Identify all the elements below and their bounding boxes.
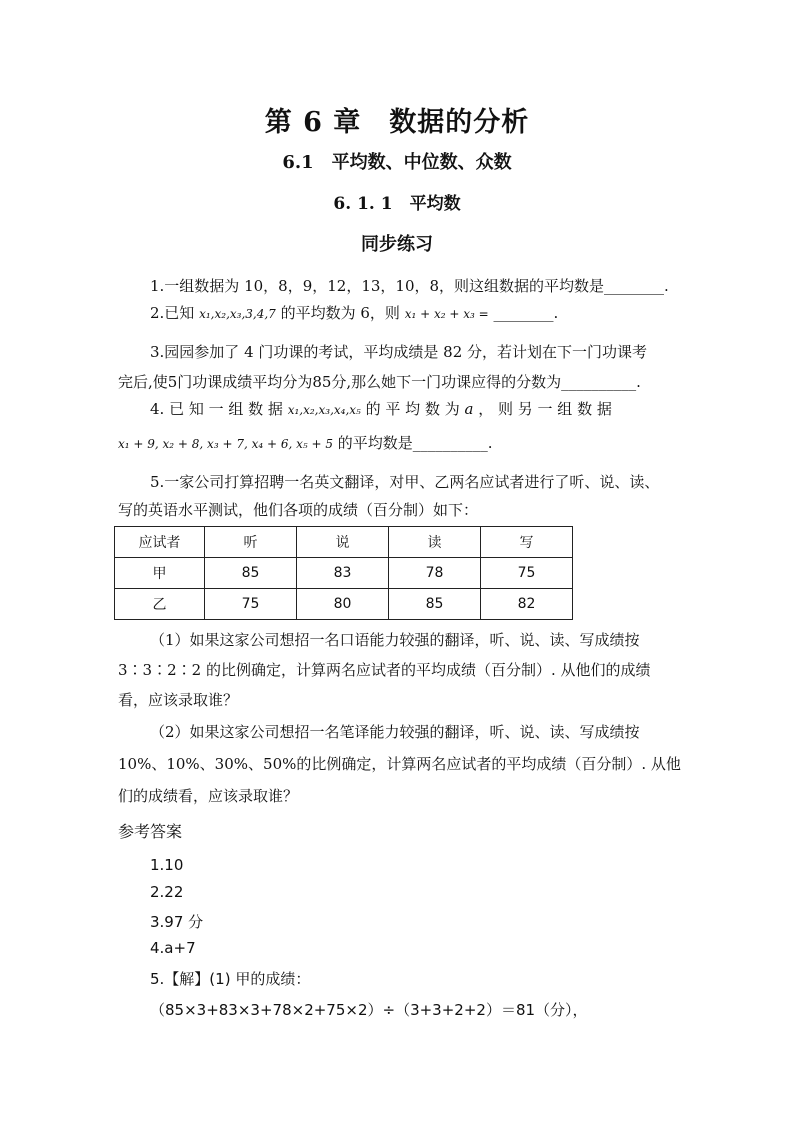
question-4-line-1 bbox=[150, 399, 612, 420]
table-header-cell: 应试者 bbox=[115, 527, 205, 558]
table-cell: 85 bbox=[389, 589, 481, 620]
q4-var: a bbox=[464, 400, 474, 418]
question-5-part-1-line-1: （1）如果这家公司想招一名口语能力较强的翻译，听、说、读、写成绩按 bbox=[150, 631, 640, 649]
answer-5-line-2: （85×3+83×3+78×2+75×2）÷（3+3+2+2）＝81（分）， bbox=[150, 1001, 588, 1019]
answer-1: 1.10 bbox=[150, 856, 184, 874]
q2-expr: x₁ + x₂ + x₃ = bbox=[404, 307, 489, 321]
table-cell: 78 bbox=[389, 558, 481, 589]
question-5-line-2: 写的英语水平测试，他们各项的成绩（百分制）如下： bbox=[118, 501, 479, 519]
subsection-title: 6. 1. 1 平均数 bbox=[333, 194, 461, 214]
table-cell: 83 bbox=[297, 558, 389, 589]
question-5-line-1: 5.一家公司打算招聘一名英文翻译，对甲、乙两名应试者进行了听、说、读、 bbox=[150, 473, 660, 491]
answer-5-line-1: 5.【解】(1) 甲的成绩： bbox=[150, 970, 311, 988]
table-cell: 75 bbox=[481, 558, 573, 589]
q2-mid: 的平均数为 6，则 bbox=[280, 304, 400, 322]
q4-mid: 的 平 均 数 为 bbox=[365, 400, 460, 418]
question-3-line-1: 3.园园参加了 4 门功课的考试，平均成绩是 82 分，若计划在下一门功课考 bbox=[150, 343, 648, 361]
table-cell: 80 bbox=[297, 589, 389, 620]
q2-set: x₁,x₂,x₃,3,4,7 bbox=[199, 307, 276, 321]
answer-2: 2.22 bbox=[150, 883, 184, 901]
question-5-part-2-line-3: 们的成绩看，应该录取谁？ bbox=[118, 787, 299, 805]
table-header-cell: 说 bbox=[297, 527, 389, 558]
section-title: 6.1 平均数、中位数、众数 bbox=[282, 152, 512, 173]
table-header-cell: 写 bbox=[481, 527, 573, 558]
answer-3: 3.97 分 bbox=[150, 913, 204, 931]
table-cell: 乙 bbox=[115, 589, 205, 620]
table-row bbox=[115, 589, 573, 620]
table-cell: 75 bbox=[205, 589, 297, 620]
question-1: 1.一组数据为 10，8，9，12，13，10，8，则这组数据的平均数是________. bbox=[150, 277, 669, 295]
q2-suffix: ________. bbox=[493, 304, 559, 322]
question-4-line-2 bbox=[118, 433, 493, 454]
q4-tail: 的平均数是__________. bbox=[337, 434, 493, 452]
question-5-part-1-line-3: 看，应该录取谁？ bbox=[118, 691, 239, 709]
table-header-cell: 听 bbox=[205, 527, 297, 558]
q4-suffix: ， 则 另 一 组 数 据 bbox=[478, 400, 612, 418]
table-header-row bbox=[115, 527, 573, 558]
question-5-part-2-line-1: （2）如果这家公司想招一名笔译能力较强的翻译，听、说、读、写成绩按 bbox=[150, 723, 640, 741]
q4-prefix: 4. 已 知 一 组 数 据 bbox=[150, 400, 283, 418]
answers-title: 参考答案 bbox=[118, 822, 183, 841]
score-table bbox=[114, 526, 573, 620]
chapter-title: 第 6 章 数据的分析 bbox=[264, 107, 530, 138]
answer-4: 4.a+7 bbox=[150, 939, 196, 957]
q4-set: x₁,x₂,x₃,x₄,x₅ bbox=[287, 403, 361, 417]
question-5-part-2-line-2: 10%、10%、30%、50%的比例确定，计算两名应试者的平均成绩（百分制）. 从他 bbox=[118, 755, 681, 773]
question-3-line-2: 完后,使5门功课成绩平均分为85分,那么她下一门功课应得的分数为__________. bbox=[118, 373, 641, 391]
exercise-title: 同步练习 bbox=[361, 234, 433, 255]
table-row bbox=[115, 558, 573, 589]
score-table-wrapper bbox=[114, 526, 573, 620]
table-header-cell: 读 bbox=[389, 527, 481, 558]
table-cell: 82 bbox=[481, 589, 573, 620]
q2-prefix: 2.已知 bbox=[150, 304, 195, 322]
question-5-part-1-line-2: 3∶3∶2∶2 的比例确定，计算两名应试者的平均成绩（百分制）. 从他们的成绩 bbox=[118, 661, 651, 679]
q4-expr: x₁ + 9, x₂ + 8, x₃ + 7, x₄ + 6, x₅ + 5 bbox=[118, 437, 333, 451]
question-2 bbox=[150, 303, 558, 324]
table-cell: 甲 bbox=[115, 558, 205, 589]
table-cell: 85 bbox=[205, 558, 297, 589]
